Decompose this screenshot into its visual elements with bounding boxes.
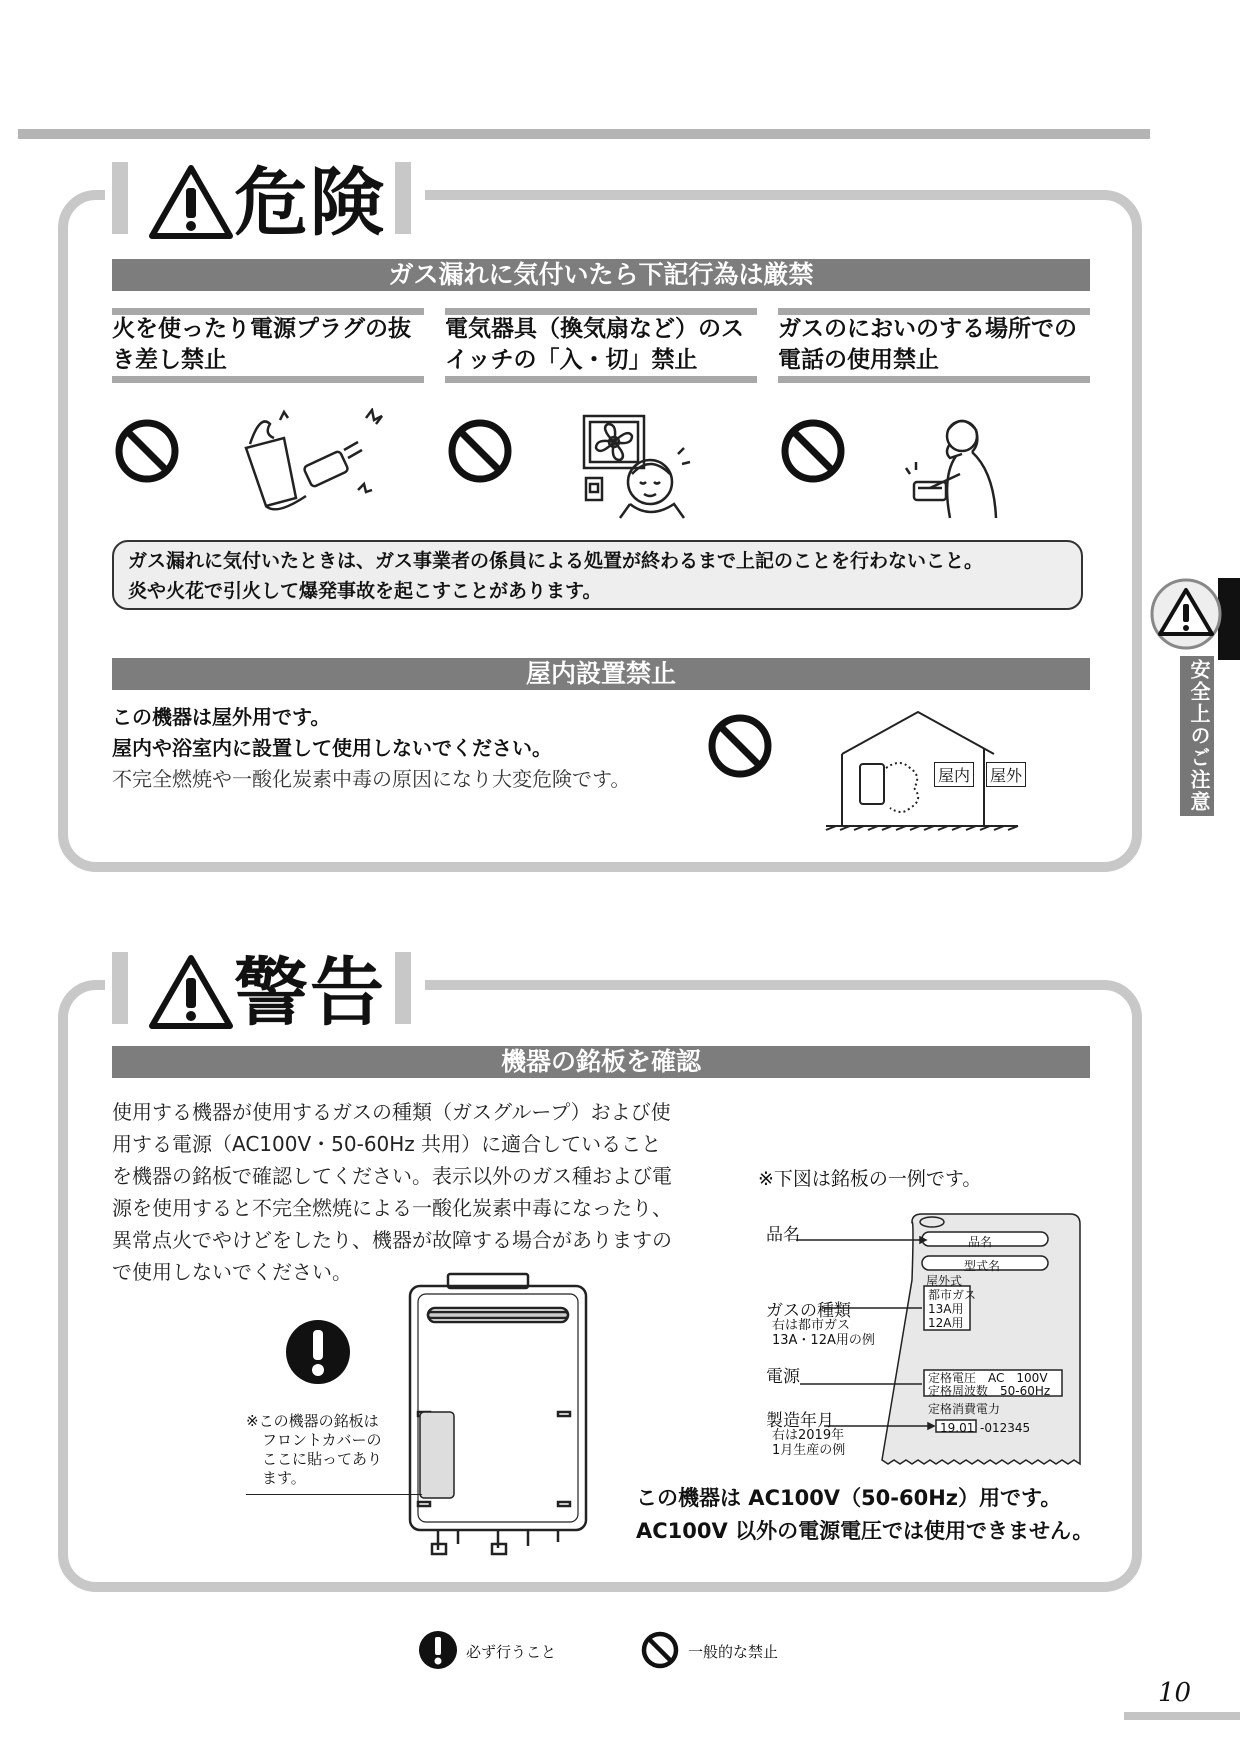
label-product-name: 品名: [766, 1225, 800, 1245]
gas-type-note: 右は都市ガス 13A・12A用の例: [772, 1318, 875, 1348]
plate-outdoor-type: 屋外式: [926, 1274, 963, 1288]
plate-rated-power: 定格消費電力: [928, 1402, 1001, 1416]
legend-prohibited-label: 一般的な禁止: [688, 1643, 779, 1661]
indoor-line3: 不完全燃焼や一酸化炭素中毒の原因になり大変危険です。: [112, 767, 631, 791]
nameplate-drawing: [764, 1210, 1094, 1474]
label-gas-type: ガスの種類: [766, 1301, 851, 1321]
danger-title: 危険: [234, 160, 386, 246]
danger-warning-triangle-icon: [148, 164, 234, 244]
column-title-phone: ガスのにおいのする場所での電話の使用禁止: [778, 316, 1077, 373]
label-power: 電源: [766, 1367, 800, 1387]
indoor-line1: この機器は屋外用です。: [112, 705, 331, 729]
warning-triangle-icon: [148, 954, 234, 1034]
callout-line2: 炎や火花で引火して爆発事故を起こすことがあります。: [128, 580, 602, 602]
gas-leak-header: ガス漏れに気付いたら下記行為は厳禁: [112, 259, 1090, 291]
plug-and-lighter-illustration: [236, 408, 396, 522]
prohibition-icon: [779, 417, 847, 489]
column-title-fire: 火を使ったり電源プラグの抜き差し禁止: [112, 316, 411, 373]
mandatory-icon: [284, 1318, 352, 1390]
fan-switch-illustration: [580, 412, 710, 526]
water-heater-illustration: [408, 1272, 594, 1566]
gas-leak-callout: [112, 540, 1083, 610]
nameplate-header: 機器の銘板を確認: [112, 1046, 1090, 1078]
voltage-line2: AC100V 以外の電源電圧では使用できません。: [636, 1519, 1094, 1543]
side-tab-warning-icon: [1150, 578, 1222, 654]
legend-mandatory-icon: [418, 1630, 458, 1674]
callout-line1: ガス漏れに気付いたときは、ガス事業者の係員による処置が終わるまで上記のことを行わないこと。: [128, 550, 984, 572]
warning-title: 警告: [234, 950, 386, 1036]
plate-hinmei: 品名: [968, 1235, 993, 1249]
plate-serial: -012345: [980, 1421, 1031, 1435]
plate-model: 型式名: [964, 1259, 1001, 1273]
column-title-switch: 電気器具（換気扇など）のスイッチの「入・切」禁止: [445, 316, 744, 373]
plate-gas-types: 都市ガス 13A用 12A用: [928, 1288, 977, 1330]
nameplate-example-note: ※下図は銘板の一例です。: [758, 1168, 982, 1190]
legend-mandatory-label: 必ず行うこと: [466, 1643, 557, 1661]
prohibition-icon: [706, 712, 774, 784]
legend-prohibited-icon: [640, 1630, 680, 1674]
leader-line: [246, 1494, 422, 1495]
voltage-line1: この機器は AC100V（50-60Hz）用です。: [636, 1486, 1062, 1510]
label-mfg-date: 製造年月: [766, 1411, 834, 1431]
indoor-line2: 屋内や浴室内に設置して使用しないでください。: [112, 736, 552, 760]
woman-on-phone-illustration: [900, 412, 1020, 526]
plate-rated-voltage: 定格電圧 AC 100V 定格周波数 50-60Hz: [928, 1371, 1051, 1398]
prohibition-icon: [446, 417, 514, 489]
prohibition-icon: [113, 417, 181, 489]
label-indoor: 屋内: [934, 762, 974, 787]
top-rule: [18, 129, 1150, 139]
warning-paragraph: 使用する機器が使用するガスの種類（ガスグループ）および使 用する電源（AC100V・50-60Hz 共用）に適合していること を機器の銘板で確認してください。表示以外のガス種および電 源を使用すると不完全燃焼による一酸化炭素中毒になったり、 異常点火でやけどをしたり、機器が故障する場合がありますの で使用しないでください。: [112, 1100, 672, 1284]
indoor-install-header: 屋内設置禁止: [112, 658, 1090, 690]
side-tab-label[interactable]: 安全上のご注意: [1180, 656, 1214, 816]
page-number-rule: [1124, 1712, 1240, 1720]
plate-location-note: ※この機器の銘板は フロントカバーの ここに貼ってあり ます。: [246, 1412, 383, 1487]
plate-date-code: 19.01: [940, 1421, 975, 1435]
page-number: 10: [1158, 1678, 1192, 1708]
mfg-date-note: 右は2019年 1月生産の例: [772, 1428, 846, 1458]
label-outdoor: 屋外: [986, 762, 1026, 787]
